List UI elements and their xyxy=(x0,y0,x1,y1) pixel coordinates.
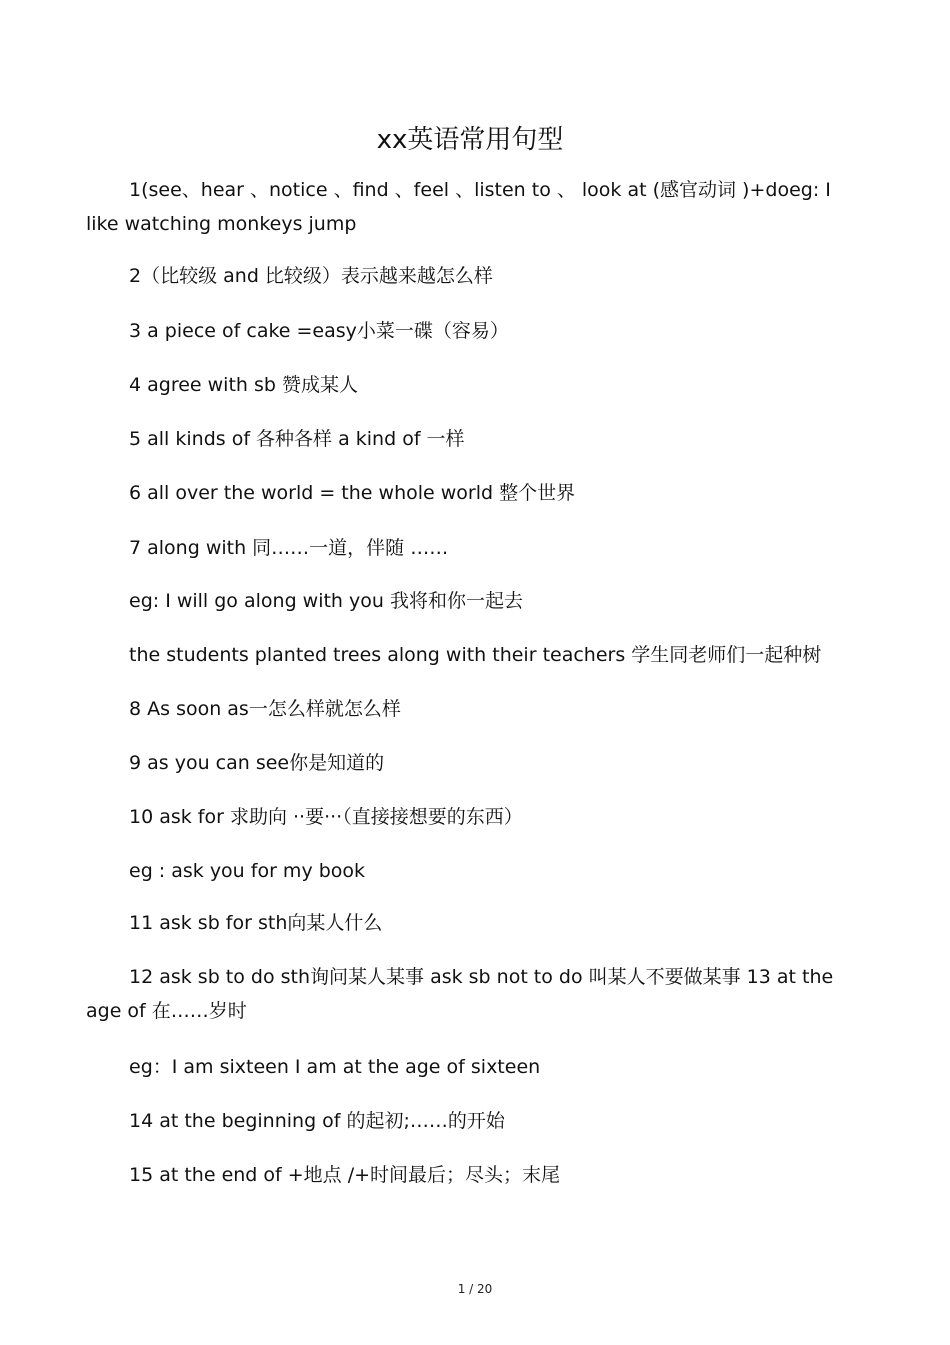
paragraph-12-text: 10 ask for 求助向 ··要···（直接接想要的东西） xyxy=(129,806,523,828)
paragraph-10 xyxy=(86,692,866,726)
paragraph-11 xyxy=(86,746,866,780)
paragraph-18 xyxy=(86,1158,866,1192)
paragraph-14-text: 11 ask sb for sth向某人什么 xyxy=(129,912,383,934)
paragraph-13 xyxy=(86,854,866,888)
paragraph-16 xyxy=(86,1050,866,1084)
paragraph-8-text: eg: I will go along with you 我将和你一起去 xyxy=(129,590,523,612)
paragraph-3-text: 3 a piece of cake =easy小菜一碟（容易） xyxy=(129,320,509,342)
page-number: 1 / 20 xyxy=(457,1282,493,1296)
paragraph-17-text: 14 at the beginning of 的起初;……的开始 xyxy=(129,1110,505,1132)
paragraph-8 xyxy=(86,584,866,618)
paragraph-9 xyxy=(86,638,886,672)
paragraph-16-text: eg：I am sixteen I am at the age of sixteen xyxy=(129,1056,541,1078)
paragraph-4-text: 4 agree with sb 赞成某人 xyxy=(129,374,358,396)
paragraph-3 xyxy=(86,314,866,348)
paragraph-13-text: eg : ask you for my book xyxy=(129,860,366,882)
paragraph-9-text: the students planted trees along with their teachers 学生同老师们一起种树 xyxy=(129,644,822,666)
paragraph-7-text: 7 along with 同……一道，伴随 …… xyxy=(129,537,449,559)
paragraph-14 xyxy=(86,906,866,940)
paragraph-6-text: 6 all over the world = the whole world 整个世界 xyxy=(129,482,576,504)
paragraph-11-text: 9 as you can see你是知道的 xyxy=(129,752,385,774)
paragraph-15-text: 12 ask sb to do sth询问某人某事 ask sb not to do 叫某人不要做某事 13 at the age of 在……岁时 xyxy=(86,966,834,1022)
paragraph-15 xyxy=(86,960,866,1028)
paragraph-1-text: 1(see、hear 、notice 、find 、feel 、listen to 、 look at (感官动词 )+doeg: I like watching monkeys jump xyxy=(86,179,831,235)
paragraph-18-text: 15 at the end of +地点 /+时间最后；尽头；末尾 xyxy=(129,1164,561,1186)
paragraph-6 xyxy=(86,476,866,510)
document-title: xx英语常用句型 xyxy=(376,125,564,155)
paragraph-2 xyxy=(86,259,866,293)
paragraph-17 xyxy=(86,1104,866,1138)
paragraph-2-text: 2（比较级 and 比较级）表示越来越怎么样 xyxy=(129,265,493,287)
paragraph-4 xyxy=(86,368,866,402)
paragraph-10-text: 8 As soon as一怎么样就怎么样 xyxy=(129,698,401,720)
paragraph-5-text: 5 all kinds of 各种各样 a kind of 一样 xyxy=(129,428,465,450)
paragraph-12 xyxy=(86,800,866,834)
paragraph-7 xyxy=(86,531,866,565)
paragraph-1 xyxy=(86,173,866,241)
paragraph-5 xyxy=(86,422,866,456)
